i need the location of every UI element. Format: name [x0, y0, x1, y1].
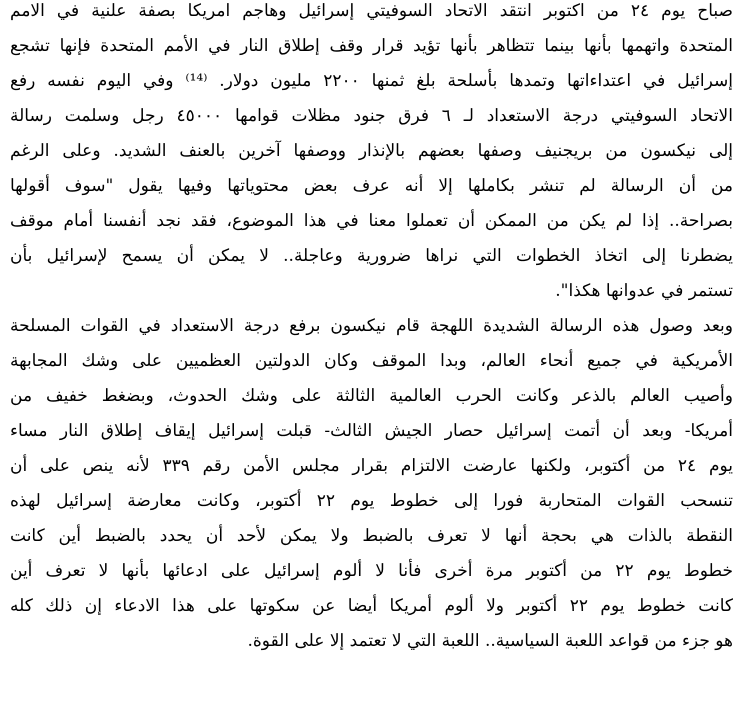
paragraph-1 — [10, 0, 733, 309]
text-line: وأصيب العالم بالذعر وكانت الحرب العالمية الثالثة على وشك الحدوث، وبضغط خفيف من — [10, 386, 733, 406]
text-line: أمريكا- وبعد أن أتمت إسرائيل حصار الجيش الثالث- قبلت إسرائيل إيقاف إطلاق النار مساء — [10, 421, 733, 441]
paragraph-2 — [10, 309, 733, 659]
text-line: بصراحة.. إذا لم يكن من الممكن أن تعملوا معنا في هذا الموضوع، فقد نجد أنفسنا أمام موقف — [10, 211, 733, 231]
text-line: الأمريكية في جميع أنحاء العالم، وبدا الموقف وكان الدولتين العظميين على وشك المجابهة — [10, 351, 733, 371]
text-line: تنسحب القوات المتحاربة فورا إلى خطوط يوم ٢٢ أكتوبر، وكانت معارضة إسرائيل لهذه — [10, 491, 733, 511]
text-line: هو جزء من قواعد اللعبة السياسية.. اللعبة التي لا تعتمد إلا على القوة. — [247, 631, 733, 651]
text-line: من أن الرسالة لم تنشر بكاملها إلا أنه عرف بعض محتوياتها وفيها يقول "سوف أقولها — [10, 176, 733, 196]
text-line: صباح يوم ٢٤ من اكتوبر انتقد الاتحاد السوفيتي إسرائيل وهاجم امريكا بصفة علنية في الامم — [10, 1, 733, 21]
text-line: يوم ٢٤ من أكتوبر، ولكنها عارضت الالتزام بقرار مجلس الأمن رقم ٣٣٩ لأنه ينص على أن — [10, 456, 733, 476]
text-line: إلى نيكسون من بريجنيف وصفها بعضهم بالإنذار ووصفها آخرين بالعنف الشديد. وعلى الرغم — [10, 141, 733, 161]
text-line: تستمر في عدوانها هكذا". — [555, 281, 733, 301]
text-line: الاتحاد السوفيتي درجة الاستعداد لـ ٦ فرق جنود مظلات قوامها ٤٥٠٠٠ رجل وسلمت رسالة — [10, 106, 733, 126]
text-line: يضطرنا إلى اتخاذ الخطوات التي نراها ضرورية وعاجلة.. لا يمكن أن يسمح لإسرائيل بأن — [10, 246, 733, 266]
text-line: إسرائيل في اعتداءاتها وتمدها بأسلحة بلغ ثمنها ٢٢٠٠ مليون دولار. ⁽¹⁴⁾ وفي اليوم نفسه رفع — [10, 71, 733, 91]
text-line: المتحدة واتهمها بأنها بينما تتظاهر بأنها تؤيد قرار وقف إطلاق النار في الأمم المتحدة فإنها تشجع — [10, 36, 733, 56]
text-line: النقطة بالذات هي بحجة أنها لا تعرف بالضبط ولا يمكن لأحد أن يحدد بالضبط أين كانت — [10, 526, 733, 546]
text-line: وبعد وصول هذه الرسالة الشديدة اللهجة قام نيكسون برفع درجة الاستعداد في القوات المسلحة — [10, 316, 733, 336]
text-line: كانت خطوط يوم ٢٢ أكتوبر ولا ألوم أمريكا أيضا عن سكوتها على هذا الادعاء إن ذلك كله — [10, 596, 733, 616]
text-line: خطوط يوم ٢٢ من أكتوبر مرة أخرى فأنا لا ألوم إسرائيل على ادعائها بأنها لا تعرف أين — [10, 561, 733, 581]
